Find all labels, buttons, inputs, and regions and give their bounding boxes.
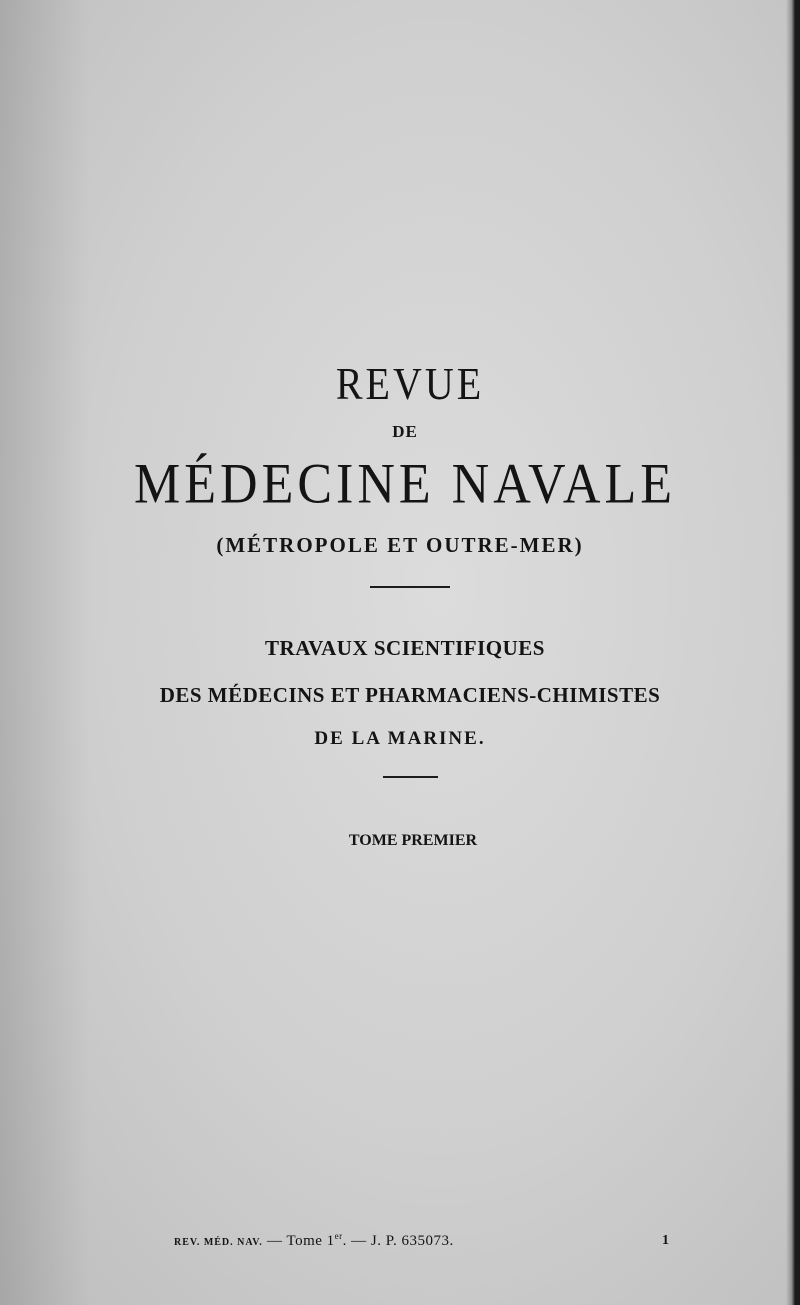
footer-printer-code: . — J. P. 635073. xyxy=(342,1233,454,1249)
signature-mark: 1 xyxy=(662,1233,669,1248)
journal-subtitle: (MÉTROPOLE ET OUTRE-MER) xyxy=(216,533,584,557)
journal-title-revue: REVUE xyxy=(335,357,485,410)
footer-imprint xyxy=(174,1231,454,1250)
journal-title-de: DE xyxy=(392,422,418,441)
description-line-1: TRAVAUX SCIENTIFIQUES xyxy=(265,636,545,660)
divider-rule-top xyxy=(370,586,450,588)
volume-label: TOME PREMIER xyxy=(348,832,478,849)
footer-abbreviation: REV. MÉD. NAV. xyxy=(174,1237,263,1248)
divider-rule-bottom xyxy=(383,776,438,778)
description-line-3: DE LA MARINE. xyxy=(314,728,486,749)
footer-tome-superscript: er xyxy=(334,1231,343,1241)
footer-tome: — Tome 1 xyxy=(267,1233,335,1249)
description-line-2: DES MÉDECINS ET PHARMACIENS-CHIMISTES xyxy=(159,683,661,707)
journal-title-main: MÉDECINE NAVALE xyxy=(134,453,676,516)
